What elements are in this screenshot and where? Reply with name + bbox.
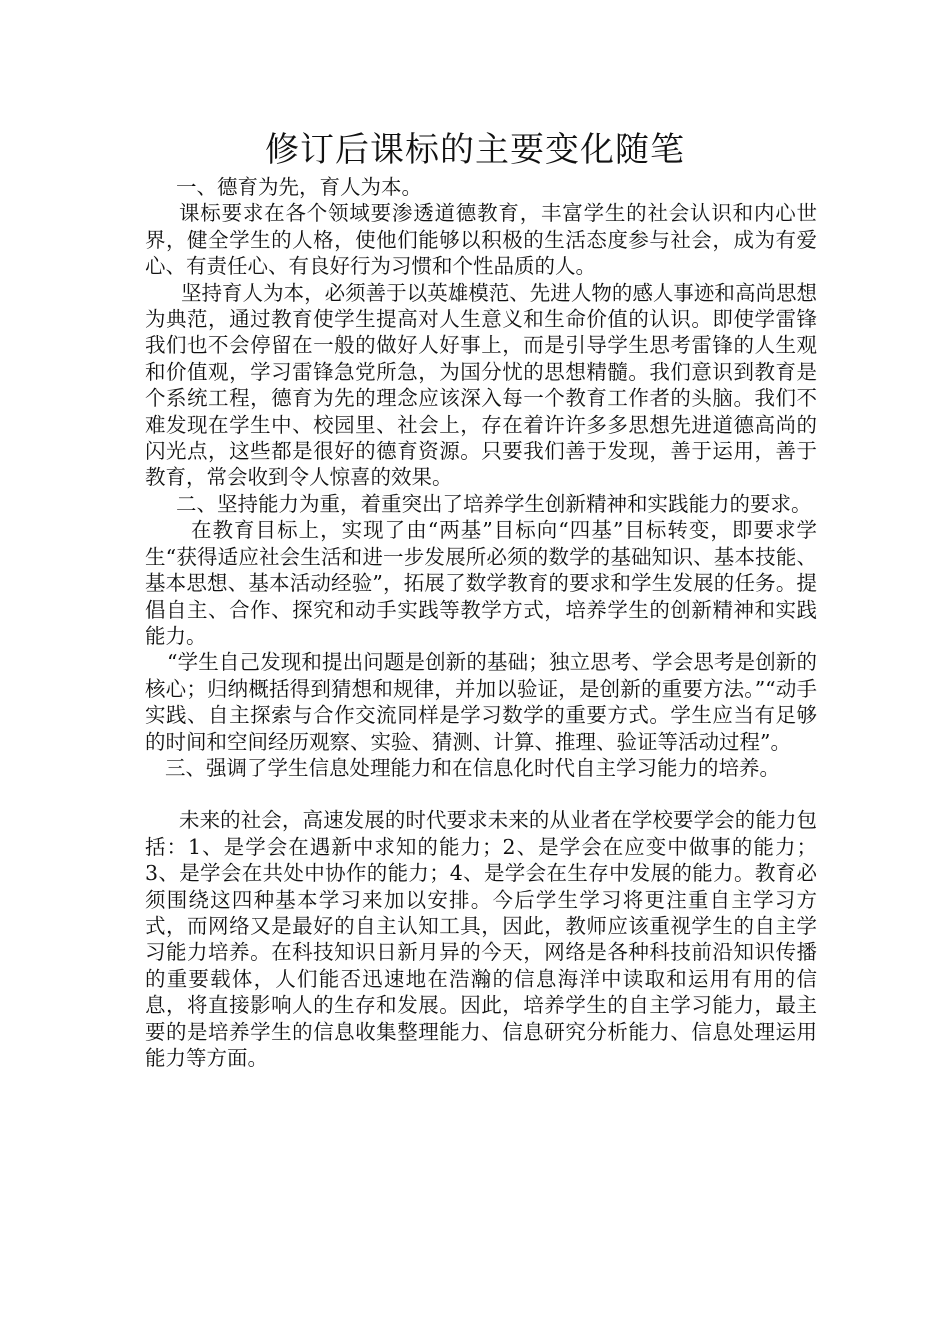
paragraph-innovation-quote: “学生自己发现和提出问题是创新的基础；独立思考、学会思考是创新的核心；归纳概括得到猜想和规律，并加以验证，是创新的重要方法。”“动手实践、自主探索与合作交流同样是学习数学的重要方式。学生应当有足够的时间和空间经历观察、实验、猜测、计算、推理、验证等活动过程”。 xyxy=(145,650,817,754)
document-title: 修订后课标的主要变化随笔 xyxy=(265,130,685,170)
paragraph-educating-people: 坚持育人为本，必须善于以英雄模范、先进人物的感人事迹和高尚思想为典范，通过教育使学生提高对人生意义和生命价值的认识。即使学雷锋我们也不会停留在一般的做好人好事上，而是引导学生思考雷锋的人生观和价值观，学习雷锋急党所急，为国分忧的思想精髓。我们意识到教育是个系统工程，德育为先的理念应该深入每一个教育工作者的头脑。我们不难发现在学生中、校园里、社会上，存在着许许多多思想先进道德高尚的闪光点，这些都是很好的德育资源。只要我们善于发现，善于运用，善于教育，常会收到令人惊喜的效果。 xyxy=(145,280,817,490)
paragraph-spacer xyxy=(145,781,817,807)
paragraph-education-goals: 在教育目标上，实现了由“两基”目标向“四基”目标转变，即要求学生“获得适应社会生活和进一步发展所必须的数学的基础知识、基本技能、基本思想、基本活动经验”，拓展了数学教育的要求和学生发展的任务。提倡自主、合作、探究和动手实践等教学方式，培养学生的创新精神和实践能力。 xyxy=(145,518,817,648)
document-body xyxy=(145,174,817,1071)
section-heading-information-ability: 三、强调了学生信息处理能力和在信息化时代自主学习能力的培养。 xyxy=(165,755,780,780)
section-heading-ability: 二、坚持能力为重，着重突出了培养学生创新精神和实践能力的要求。 xyxy=(176,491,812,516)
paragraph-moral-education-requirement: 课标要求在各个领域要渗透道德教育，丰富学生的社会认识和内心世界，健全学生的人格，使他们能够以积极的生活态度参与社会，成为有爱心、有责任心、有良好行为习惯和个性品质的人。 xyxy=(145,201,817,279)
section-heading-moral-education: 一、德育为先，育人为本。 xyxy=(176,175,422,199)
paragraph-future-society: 未来的社会，高速发展的时代要求未来的从业者在学校要学会的能力包括：1、是学会在遇新中求知的能力；2、是学会在应变中做事的能力；3、是学会在共处中协作的能力；4、是学会在生存中发展的能力。教育必须围绕这四种基本学习来加以安排。今后学生学习将更注重自主学习方式，而网络又是最好的自主认知工具，因此，教师应该重视学生的自主学习能力培养。在科技知识日新月异的今天，网络是各种科技前沿知识传播的重要载体，人们能否迅速地在浩瀚的信息海洋中读取和运用有用的信息，将直接影响人的生存和发展。因此，培养学生的自主学习能力，最主要的是培养学生的信息收集整理能力、信息研究分析能力、信息处理运用能力等方面。 xyxy=(145,808,817,1070)
